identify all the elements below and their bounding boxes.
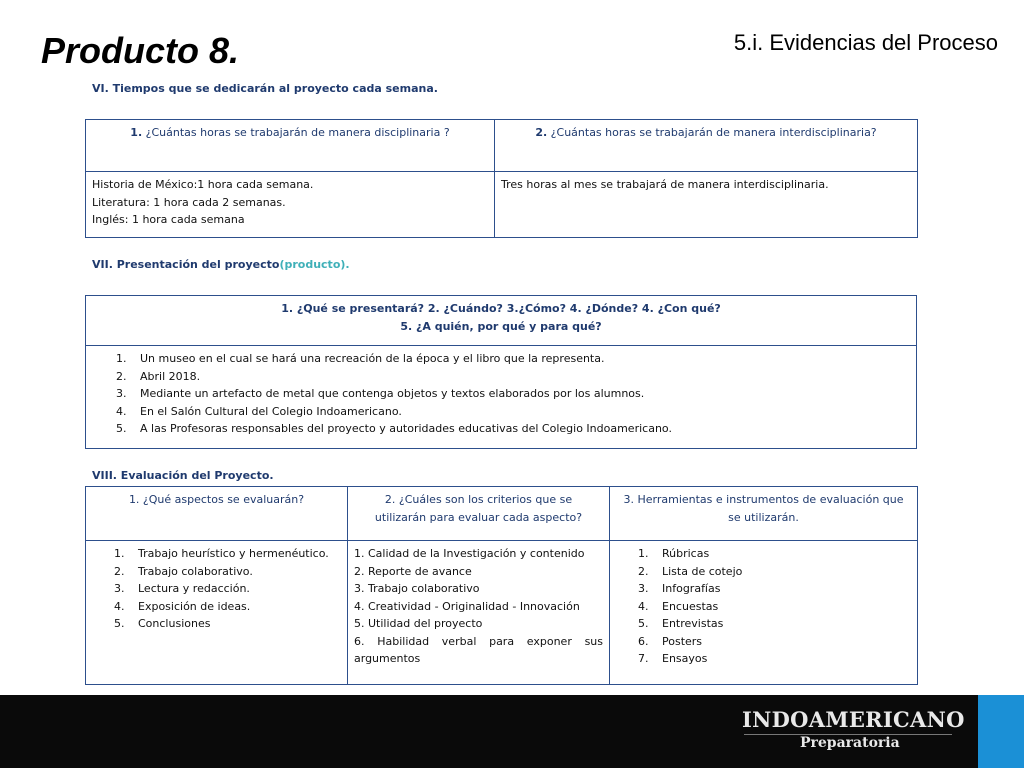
- list-item: 3. Mediante un artefacto de metal que contenga objetos y textos elaborados por los alumnos.: [116, 387, 645, 400]
- list-item: 4. Exposición de ideas.: [114, 599, 251, 613]
- section-7-heading: VII. Presentación del proyecto(producto).: [92, 258, 350, 271]
- footer-accent-strip: [978, 695, 1024, 768]
- footer-bar: [0, 695, 1024, 768]
- list-item: 4. Creatividad - Originalidad - Innovación: [354, 599, 580, 613]
- logo-wordmark: INDOAMERICANO: [742, 707, 965, 732]
- section-6-table: [85, 119, 918, 238]
- section-8-table: [85, 486, 918, 685]
- s6-question-2: 2. ¿Cuántas horas se trabajarán de manera interdisciplinaria?: [495, 120, 918, 172]
- list-item: 3. Lectura y redacción.: [114, 582, 250, 595]
- list-item: 3. Trabajo colaborativo: [354, 582, 480, 595]
- list-item: 1. Rúbricas: [638, 547, 710, 560]
- list-item: 6. Posters: [638, 634, 703, 648]
- list-item: 7. Ensayos: [638, 652, 708, 665]
- list-item: 4. En el Salón Cultural del Colegio Indoamericano.: [116, 404, 402, 418]
- list-item: 2. Abril 2018.: [116, 369, 201, 383]
- list-item: 1. Calidad de la Investigación y contenido: [354, 547, 585, 560]
- s8-criteria: [348, 541, 610, 685]
- list-item: 5. Entrevistas: [638, 617, 724, 630]
- slide-title: Producto 8.: [41, 30, 240, 71]
- list-item: 2. Trabajo colaborativo.: [114, 564, 253, 578]
- s8-column-2-header: 2. ¿Cuáles son los criterios que se utilizarán para evaluar cada aspecto?: [348, 487, 610, 541]
- s8-column-3-header: 3. Herramientas e instrumentos de evaluación que se utilizarán.: [610, 487, 918, 541]
- list-item: 2. Lista de cotejo: [638, 564, 743, 578]
- list-item: 5. Utilidad del proyecto: [354, 617, 483, 630]
- s6-question-1: 1. ¿Cuántas horas se trabajarán de manera disciplinaria ?: [86, 120, 495, 172]
- s6-answer-1: Historia de México:1 hora cada semana. Literatura: 1 hora cada 2 semanas. Inglés: 1 hora cada semana: [86, 172, 495, 238]
- list-item: 5. Conclusiones: [114, 617, 211, 630]
- list-item: 3. Infografías: [638, 582, 721, 595]
- list-item: 5. A las Profesoras responsables del proyecto y autoridades educativas del Colegio Indoamericano.: [116, 422, 672, 435]
- s7-answers: [86, 346, 917, 449]
- section-6-heading: VI. Tiempos que se dedicarán al proyecto cada semana.: [92, 82, 438, 95]
- s8-tools: [610, 541, 918, 685]
- s7-questions: 1. ¿Qué se presentará? 2. ¿Cuándo? 3.¿Cómo? 4. ¿Dónde? 4. ¿Con qué? 5. ¿A quién, por qué y para qué?: [86, 296, 917, 346]
- s8-column-1-header: 1. ¿Qué aspectos se evaluarán?: [86, 487, 348, 541]
- list-item: 6. Habilidad verbal para exponer sus argumentos: [354, 634, 603, 665]
- logo-subtitle: Preparatoria: [800, 735, 900, 751]
- section-8-heading: VIII. Evaluación del Proyecto.: [92, 469, 274, 482]
- list-item: 1. Un museo en el cual se hará una recreación de la época y el libro que la representa.: [116, 352, 605, 365]
- list-item: 2. Reporte de avance: [354, 564, 472, 578]
- s6-answer-2: Tres horas al mes se trabajará de manera interdisciplinaria.: [495, 172, 918, 238]
- section-7-table: [85, 295, 917, 449]
- slide-subtitle: 5.i. Evidencias del Proceso: [733, 30, 998, 55]
- s8-aspects: [86, 541, 348, 685]
- list-item: 4. Encuestas: [638, 599, 719, 613]
- list-item: 1. Trabajo heurístico y hermenéutico.: [114, 547, 329, 560]
